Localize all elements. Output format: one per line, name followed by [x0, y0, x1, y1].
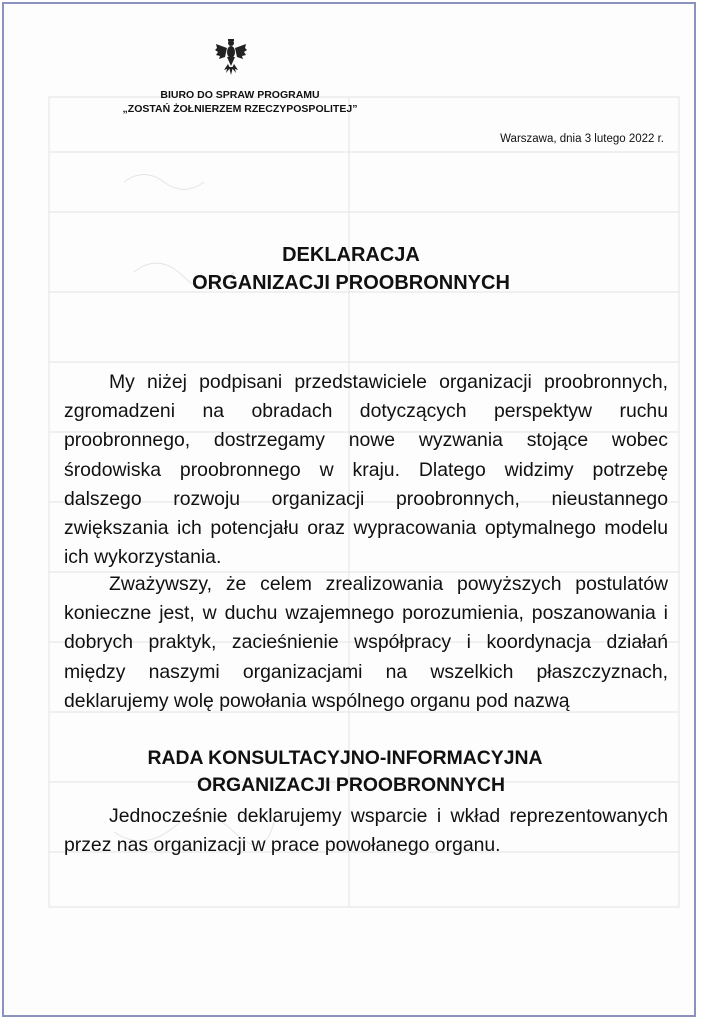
document-date: Warszawa, dnia 3 lutego 2022 r. — [500, 133, 664, 145]
document-subtitle: ORGANIZACJI PROOBRONNYCH — [192, 272, 510, 294]
council-name-line-1: RADA KONSULTACYJNO-INFORMACYJNA — [147, 747, 543, 769]
office-line-1: BIURO DO SPRAW PROGRAMU — [160, 89, 320, 101]
paragraph-1: My niżej podpisani przedstawiciele organizacji proobronnych, zgromadzeni na obradach dotyczących perspektyw ruchu proobronnego, dostrzegamy nowe wyzwania stojące wobec środowiska proobronnego w kraju. Dlatego widzimy potrzebę dalszego rozwoju organizacji proobronnych, nieustannego zwiększania ich potencjału oraz wypracowania optymalnego modelu ich wykorzystania. — [64, 371, 668, 569]
issuing-office — [120, 88, 360, 116]
office-line-2: „ZOSTAŃ ŻOŁNIERZEM RZECZYPOSPOLITEJ” — [122, 103, 358, 115]
polish-eagle-emblem-icon — [214, 38, 248, 76]
council-name-line-2: ORGANIZACJI PROOBRONNYCH — [196, 774, 506, 796]
paragraph-3: Jednocześnie deklarujemy wsparcie i wkład reprezentowanych przez nas organizacji w prace powołanego organu. — [64, 805, 668, 857]
paragraph-2: Zważywszy, że celem zrealizowania powyższych postulatów konieczne jest, w duchu wzajemnego porozumienia, poszanowania i dobrych praktyk, zacieśnienie współpracy i koordynacja działań między naszymi organizacjami na wszelkich płaszczyznach, deklarujemy wolę powołania wspólnego organu pod nazwą — [64, 573, 668, 712]
document-title: DEKLARACJA — [282, 244, 420, 266]
